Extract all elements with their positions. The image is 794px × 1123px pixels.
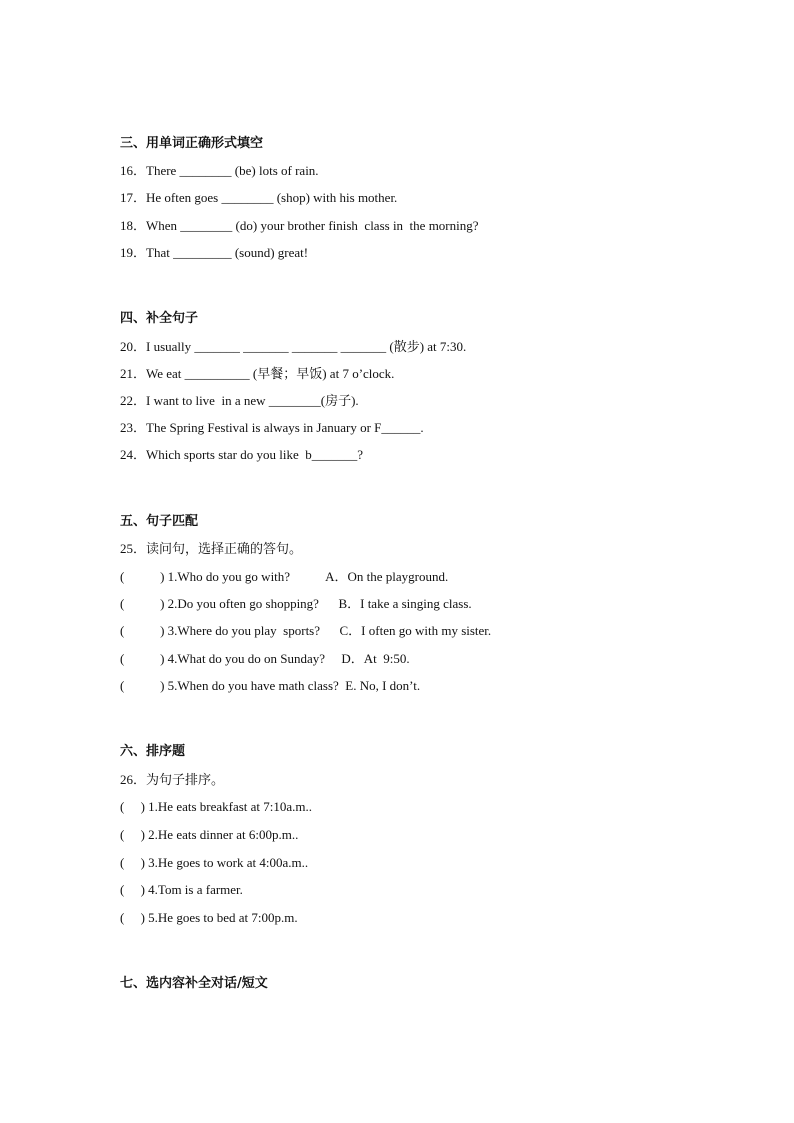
question-19: 19．That _________ (sound) great!	[120, 245, 309, 260]
question-23: 23．The Spring Festival is always in January or F______.	[120, 420, 424, 435]
question-18: 18．When ________ (do) your brother finish class in the morning?	[120, 218, 479, 233]
question-16: 16．There ________ (be) lots of rain.	[120, 163, 319, 178]
order-item-1: ( ) 1.He eats breakfast at 7:10a.m..	[120, 799, 313, 814]
section-5-heading: 五、句子匹配	[120, 514, 199, 529]
order-item-2: ( ) 2.He eats dinner at 6:00p.m..	[120, 827, 299, 842]
order-item-3: ( ) 3.He goes to work at 4:00a.m..	[120, 855, 309, 870]
match-item-1: ( ) 1.Who do you go with? A．On the playground.	[120, 569, 449, 584]
question-25-prompt: 25．读问句，选择正确的答句。	[120, 541, 303, 556]
section-6-heading: 六、排序题	[120, 744, 186, 759]
question-20: 20．I usually _______ _______ _______ _______ (散步) at 7:30.	[120, 339, 467, 354]
match-item-4: ( ) 4.What do you do on Sunday? D．At 9:50.	[120, 651, 410, 666]
order-item-4: ( ) 4.Tom is a farmer.	[120, 882, 243, 897]
match-item-3: ( ) 3.Where do you play sports? C．I often go with my sister.	[120, 623, 492, 638]
question-21: 21．We eat __________ (早餐；早饭) at 7 o’clock.	[120, 366, 395, 381]
match-item-2: ( ) 2.Do you often go shopping? B．I take a singing class.	[120, 596, 472, 611]
question-26-prompt: 26．为句子排序。	[120, 772, 225, 787]
question-24: 24．Which sports star do you like b_______?	[120, 447, 363, 462]
section-3-heading: 三、用单词正确形式填空	[120, 136, 264, 151]
question-17: 17．He often goes ________ (shop) with his mother.	[120, 190, 398, 205]
section-4-heading: 四、补全句子	[120, 311, 199, 326]
section-7-heading: 七、选内容补全对话/短文	[120, 976, 268, 991]
question-22: 22．I want to live in a new ________(房子).	[120, 393, 359, 408]
order-item-5: ( ) 5.He goes to bed at 7:00p.m.	[120, 910, 298, 925]
match-item-5: ( ) 5.When do you have math class? E. No, I don’t.	[120, 678, 421, 693]
